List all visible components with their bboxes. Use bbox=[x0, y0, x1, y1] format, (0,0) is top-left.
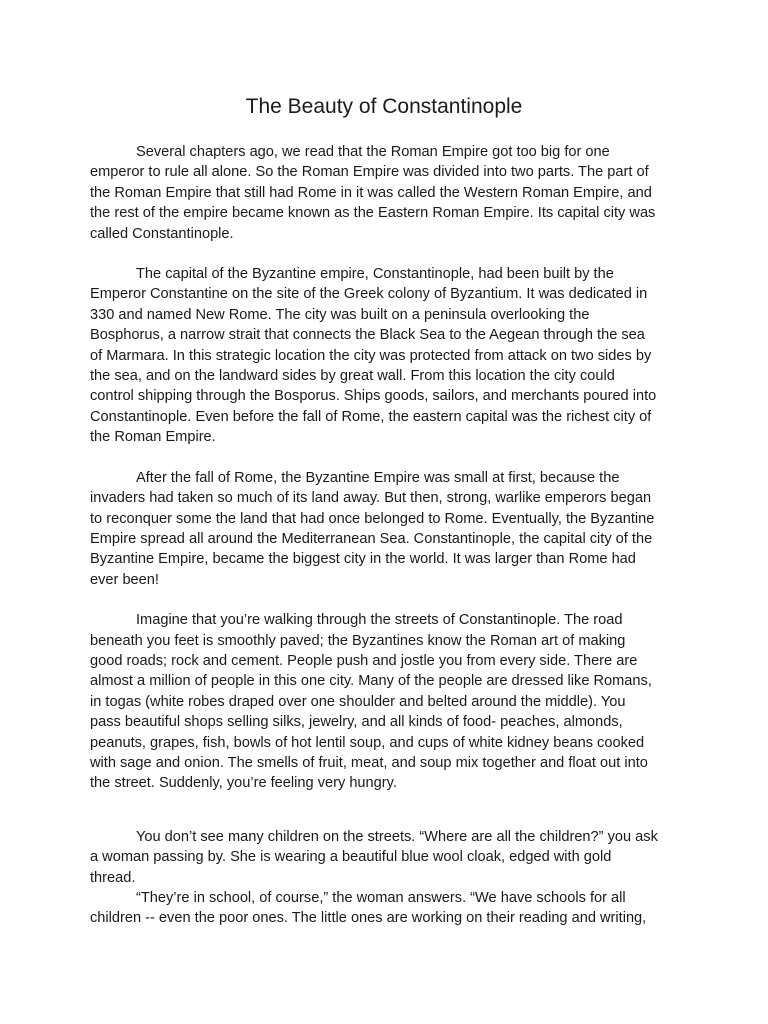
paragraph-line: the rest of the empire became known as the Eastern Roman Empire. Its capital city was bbox=[90, 205, 656, 222]
paragraph-line: control shipping through the Bosporus. Ships goods, sailors, and merchants poured into bbox=[90, 388, 657, 405]
document-body bbox=[90, 142, 678, 929]
paragraph-3 bbox=[90, 468, 678, 590]
paragraph-4 bbox=[90, 610, 678, 794]
paragraph-line: almost a million of people in this one city. Many of the people are dressed like Romans, bbox=[90, 673, 652, 690]
paragraph-line: Several chapters ago, we read that the Roman Empire got too big for one bbox=[136, 144, 610, 160]
paragraph-line: Empire spread all around the Mediterranean Sea. Constantinople, the capital city of the bbox=[90, 530, 653, 547]
paragraph-line: ever been! bbox=[90, 571, 159, 588]
paragraph-line: Byzantine Empire, became the biggest city in the world. It was larger than Rome had bbox=[90, 551, 636, 568]
paragraph-6 bbox=[90, 888, 678, 929]
paragraph-line: the sea, and on the landward sides by great wall. From this location the city could bbox=[90, 368, 615, 385]
paragraph-line: 330 and named New Rome. The city was built on a peninsula overlooking the bbox=[90, 306, 590, 323]
paragraph-line: thread. bbox=[90, 869, 136, 886]
paragraph-line: Constantinople. Even before the fall of Rome, the eastern capital was the richest city of bbox=[90, 408, 652, 425]
paragraph-line: invaders had taken so much of its land away. But then, strong, warlike emperors began bbox=[90, 490, 652, 507]
paragraph-line: a woman passing by. She is wearing a beautiful blue wool cloak, edged with gold bbox=[90, 849, 612, 866]
paragraph-line: to reconquer some the land that had once belonged to Rome. Eventually, the Byzantine bbox=[90, 510, 655, 527]
paragraph-spacer bbox=[90, 794, 678, 827]
paragraph-line: The capital of the Byzantine empire, Constantinople, had been built by the bbox=[136, 266, 614, 283]
paragraph-line: children -- even the poor ones. The little ones are working on their reading and writing, bbox=[90, 910, 647, 927]
paragraph-line: called Constantinople. bbox=[90, 225, 234, 242]
document-title: The Beauty of Constantinople bbox=[245, 95, 523, 118]
paragraph-line: pass beautiful shops selling silks, jewelry, and all kinds of food- peaches, almonds, bbox=[90, 714, 623, 731]
paragraph-line: Bosphorus, a narrow strait that connects the Black Sea to the Aegean through the sea bbox=[90, 327, 645, 344]
paragraph-spacer bbox=[90, 448, 678, 468]
paragraph-line: beneath you feet is smoothly paved; the Byzantines know the Roman art of making bbox=[90, 632, 626, 649]
paragraph-line: the Roman Empire that still had Rome in it was called the Western Roman Empire, and bbox=[90, 184, 652, 201]
paragraph-line: “They’re in school, of course,” the woman answers. “We have schools for all bbox=[136, 890, 626, 906]
paragraph-line: emperor to rule all alone. So the Roman Empire was divided into two parts. The part of bbox=[90, 164, 649, 181]
paragraph-line: peanuts, grapes, fish, bowls of hot lentil soup, and cups of white kidney beans cooked bbox=[90, 734, 645, 751]
paragraph-5 bbox=[90, 827, 678, 888]
paragraph-line: with sage and onion. The smells of fruit, meat, and soup mix together and float out into bbox=[90, 754, 648, 771]
paragraph-line: After the fall of Rome, the Byzantine Empire was small at first, because the bbox=[136, 469, 620, 486]
paragraph-line: good roads; rock and cement. People push and jostle you from every side. There are bbox=[90, 652, 638, 669]
paragraph-spacer bbox=[90, 590, 678, 610]
paragraph-line: the Roman Empire. bbox=[90, 429, 216, 446]
paragraph-line: Imagine that you’re walking through the streets of Constantinople. The road bbox=[136, 612, 623, 629]
paragraph-line: You don’t see many children on the streets. “Where are all the children?” you ask bbox=[136, 828, 658, 845]
paragraph-line: in togas (white robes draped over one shoulder and belted around the middle). You bbox=[90, 693, 626, 710]
paragraph-spacer bbox=[90, 244, 678, 264]
paragraph-line: Emperor Constantine on the site of the Greek colony of Byzantium. It was dedicated in bbox=[90, 286, 648, 303]
paragraph-line: of Marmara. In this strategic location the city was protected from attack on two sides by bbox=[90, 347, 652, 364]
paragraph-1 bbox=[90, 142, 678, 244]
paragraph-line: the street. Suddenly, you’re feeling very hungry. bbox=[90, 775, 397, 792]
paragraph-2 bbox=[90, 264, 678, 448]
